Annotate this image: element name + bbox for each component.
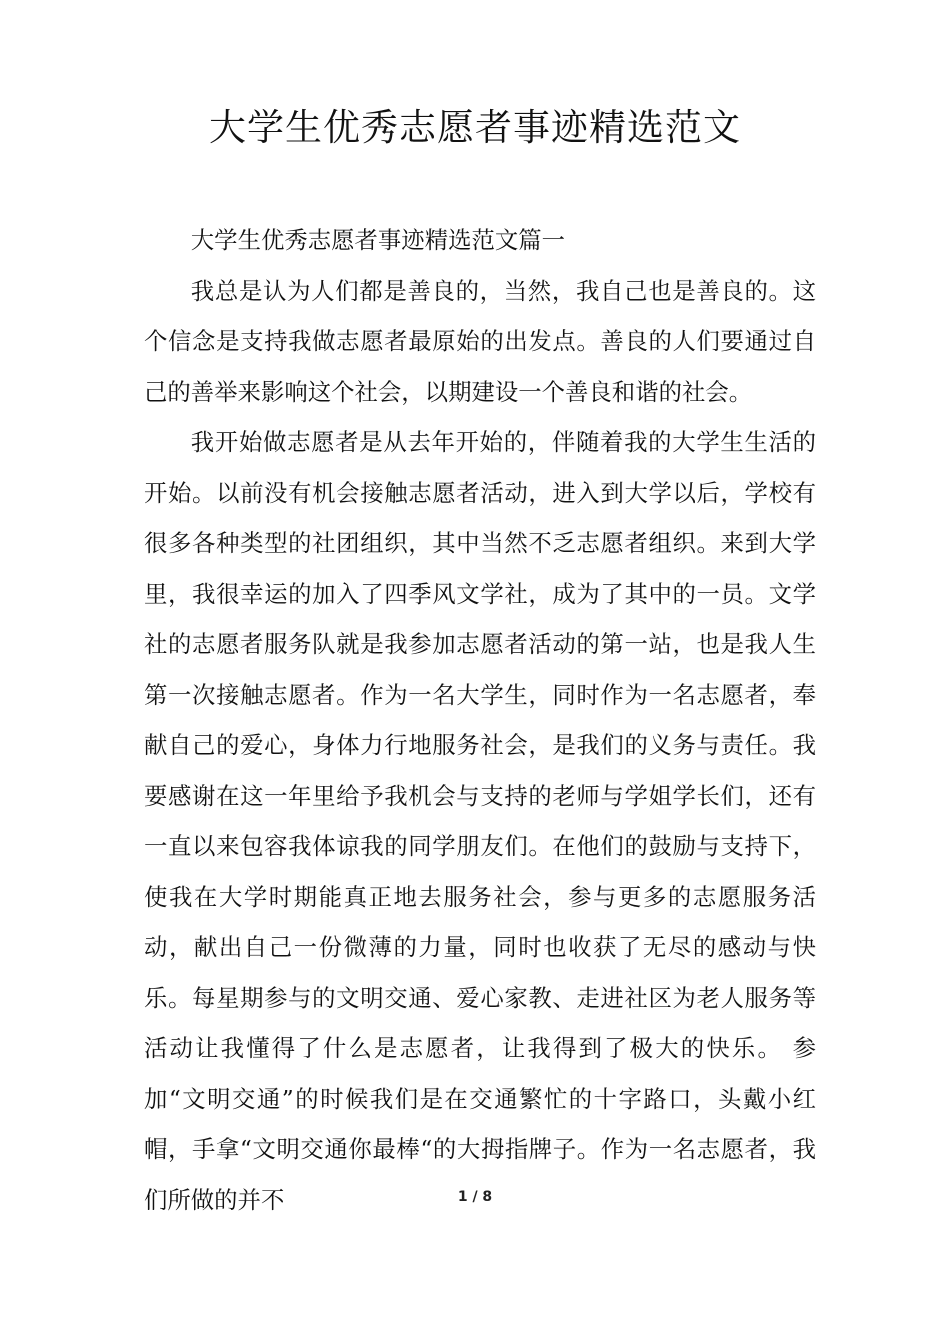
document-body <box>144 215 816 1225</box>
document-title: 大学生优秀志愿者事迹精选范文 <box>209 106 741 149</box>
section-heading: 大学生优秀志愿者事迹精选范文篇一 <box>190 226 566 254</box>
paragraph-1: 我总是认为人们都是善良的，当然，我自己也是善良的。这个信念是支持我做志愿者最原始的出发点。善良的人们要通过自己的善举来影响这个社会，以期建设一个善良和谐的社会。 <box>144 276 816 406</box>
paragraph-2: 我开始做志愿者是从去年开始的，伴随着我的大学生生活的开始。以前没有机会接触志愿者活动，进入到大学以后，学校有很多各种类型的社团组织，其中当然不乏志愿者组织。来到大学里，我很幸运的加入了四季风文学社，成为了其中的一员。文学社的志愿者服务队就是我参加志愿者活动的第一站，也是我人生第一次接触志愿者。作为一名大学生，同时作为一名志愿者，奉献自己的爱心，身体力行地服务社会，是我们的义务与责任。我要感谢在这一年里给予我机会与支持的老师与学姐学长们，还有一直以来包容我体谅我的同学朋友们。在他们的鼓励与支持下，使我在大学时期能真正地去服务社会，参与更多的志愿服务活动，献出自己一份微薄的力量，同时也收获了无尽的感动与快乐。每星期参与的文明交通、爱心家教、走进社区为老人服务等活动让我懂得了什么是志愿者，让我得到了极大的快乐。 参加“文明交通”的时候我们是在交通繁忙的十字路口，头戴小红帽，手拿“文明交通你最棒“的大拇指牌子。作为一名志愿者，我们所做的并不 <box>144 428 816 1214</box>
page-number: 1 / 8 <box>457 1189 493 1205</box>
